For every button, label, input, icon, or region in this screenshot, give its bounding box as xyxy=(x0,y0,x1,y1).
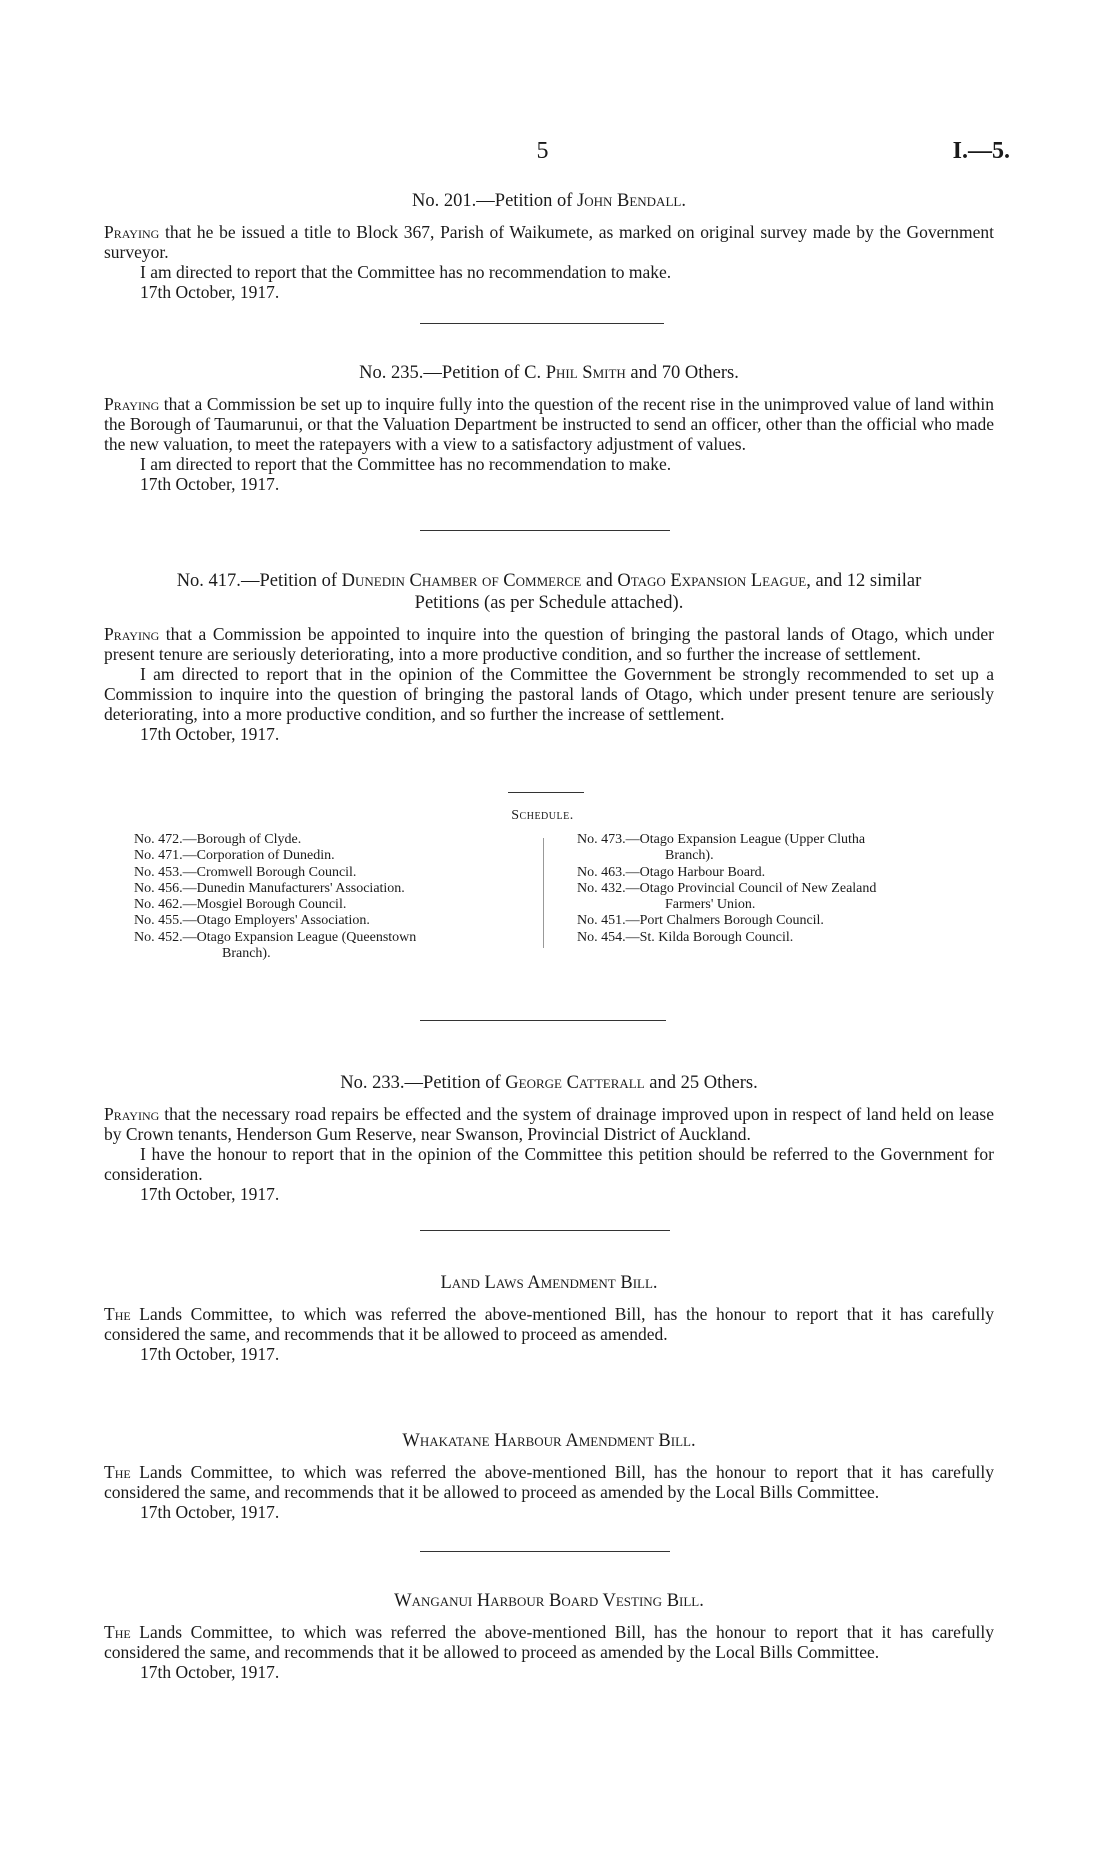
petition-praying: Praying that he be issued a title to Block 367, Parish of Waikumete, as marked on original survey made by the Government surveyor. xyxy=(104,222,994,262)
petition-233 xyxy=(104,1072,994,1204)
petition-417 xyxy=(104,570,994,744)
divider xyxy=(420,1020,666,1021)
schedule-item: No. 463.—Otago Harbour Board. xyxy=(577,864,766,880)
petition-heading: No. 235.—Petition of C. Phil Smith and 70 Others. xyxy=(359,363,739,383)
schedule-item: No. 471.—Corporation of Dunedin. xyxy=(134,848,335,864)
divider xyxy=(508,792,584,793)
bill-report: The Lands Committee, to which was referred the above-mentioned Bill, has the honour to report that it has carefully considered the same, and recommends that it be allowed to proceed as amended. xyxy=(104,1304,994,1344)
bill-title: Land Laws Amendment Bill. xyxy=(440,1273,658,1293)
petition-report: I have the honour to report that in the opinion of the Committee this petition should be referred to the Government for consideration. xyxy=(104,1144,994,1184)
petition-date: 17th October, 1917. xyxy=(140,724,280,744)
divider xyxy=(420,1551,670,1552)
schedule-item: No. 472.—Borough of Clyde. xyxy=(134,832,302,847)
schedule-item: No. 432.—Otago Provincial Council of New Zealand xyxy=(577,880,877,896)
bill-date: 17th October, 1917. xyxy=(140,1344,280,1364)
schedule-column-divider xyxy=(543,838,544,948)
petition-date: 17th October, 1917. xyxy=(140,474,280,494)
petition-date: 17th October, 1917. xyxy=(140,1184,280,1204)
petition-report: I am directed to report that the Committee has no recommendation to make. xyxy=(140,262,672,282)
petition-heading: No. 417.—Petition of Dunedin Chamber of Commerce and Otago Expansion League, and 12 similar Petitions (as per Schedule attached). xyxy=(176,571,922,613)
schedule-item-continuation: Branch). xyxy=(665,848,714,864)
schedule-item: No. 452.—Otago Expansion League (Queenstown xyxy=(134,929,417,945)
divider xyxy=(420,323,664,324)
schedule-item: No. 456.—Dunedin Manufacturers' Association. xyxy=(134,880,405,896)
schedule-title: Schedule. xyxy=(511,808,574,823)
schedule-item-continuation: Farmers' Union. xyxy=(665,897,756,913)
divider xyxy=(420,1230,670,1231)
schedule-item: No. 462.—Mosgiel Borough Council. xyxy=(134,897,347,913)
petition-date: 17th October, 1917. xyxy=(140,282,280,302)
bill-report: The Lands Committee, to which was referred the above-mentioned Bill, has the honour to report that it has carefully considered the same, and recommends that it be allowed to proceed as amended by the Local Bills Committee. xyxy=(104,1622,994,1662)
petition-heading: No. 233.—Petition of George Catterall and 25 Others. xyxy=(340,1073,758,1093)
schedule-right-column xyxy=(577,832,995,946)
petition-report: I am directed to report that the Committee has no recommendation to make. xyxy=(140,454,672,474)
petition-235 xyxy=(104,362,994,494)
page-number: 5 xyxy=(536,138,549,164)
schedule-item-continuation: Branch). xyxy=(222,946,271,962)
bill-report: The Lands Committee, to which was referred the above-mentioned Bill, has the honour to report that it has carefully considered the same, and recommends that it be allowed to proceed as amended by the Local Bills Committee. xyxy=(104,1462,994,1502)
bill-wanganui-harbour-board-vesting xyxy=(104,1590,994,1682)
schedule-item: No. 455.—Otago Employers' Association. xyxy=(134,913,370,929)
bill-title: Whakatane Harbour Amendment Bill. xyxy=(402,1431,696,1451)
schedule-item: No. 473.—Otago Expansion League (Upper Clutha xyxy=(577,832,866,847)
bill-date: 17th October, 1917. xyxy=(140,1502,280,1522)
schedule-item: No. 451.—Port Chalmers Borough Council. xyxy=(577,913,824,929)
bill-date: 17th October, 1917. xyxy=(140,1662,280,1682)
petition-201 xyxy=(104,190,994,302)
schedule-left-column xyxy=(134,832,534,962)
schedule-item: No. 453.—Cromwell Borough Council. xyxy=(134,864,357,880)
bill-whakatane-harbour-amendment xyxy=(104,1430,994,1522)
page-reference: I.—5. xyxy=(952,138,1010,164)
petition-praying: Praying that a Commission be appointed to inquire into the question of bringing the pastoral lands of Otago, which under present tenure are seriously deteriorating, into a more productive condition, and so further the increase of settlement. xyxy=(104,624,994,664)
schedule-item: No. 454.—St. Kilda Borough Council. xyxy=(577,929,794,945)
petition-report: I am directed to report that in the opinion of the Committee the Government be strongly recommended to set up a Commission to inquire into the question of bringing the pastoral lands of Otago, which under present tenure are seriously deteriorating, into a more productive condition, and so further the increase of settlement. xyxy=(104,664,994,724)
petition-praying: Praying that a Commission be set up to inquire fully into the question of the recent rise in the unimproved value of land within the Borough of Taumarunui, or that the Valuation Department be instructed to send an officer, other than the official who made the new valuation, to meet the ratepayers with a view to a satisfactory adjustment of values. xyxy=(104,394,994,454)
bill-title: Wanganui Harbour Board Vesting Bill. xyxy=(394,1591,704,1611)
petition-heading: No. 201.—Petition of John Bendall. xyxy=(412,191,686,211)
divider xyxy=(420,530,670,531)
petition-praying: Praying that the necessary road repairs be effected and the system of drainage improved upon in respect of land held on lease by Crown tenants, Henderson Gum Reserve, near Swanson, Provincial District of Auckland. xyxy=(104,1104,994,1144)
bill-land-laws-amendment xyxy=(104,1272,994,1364)
